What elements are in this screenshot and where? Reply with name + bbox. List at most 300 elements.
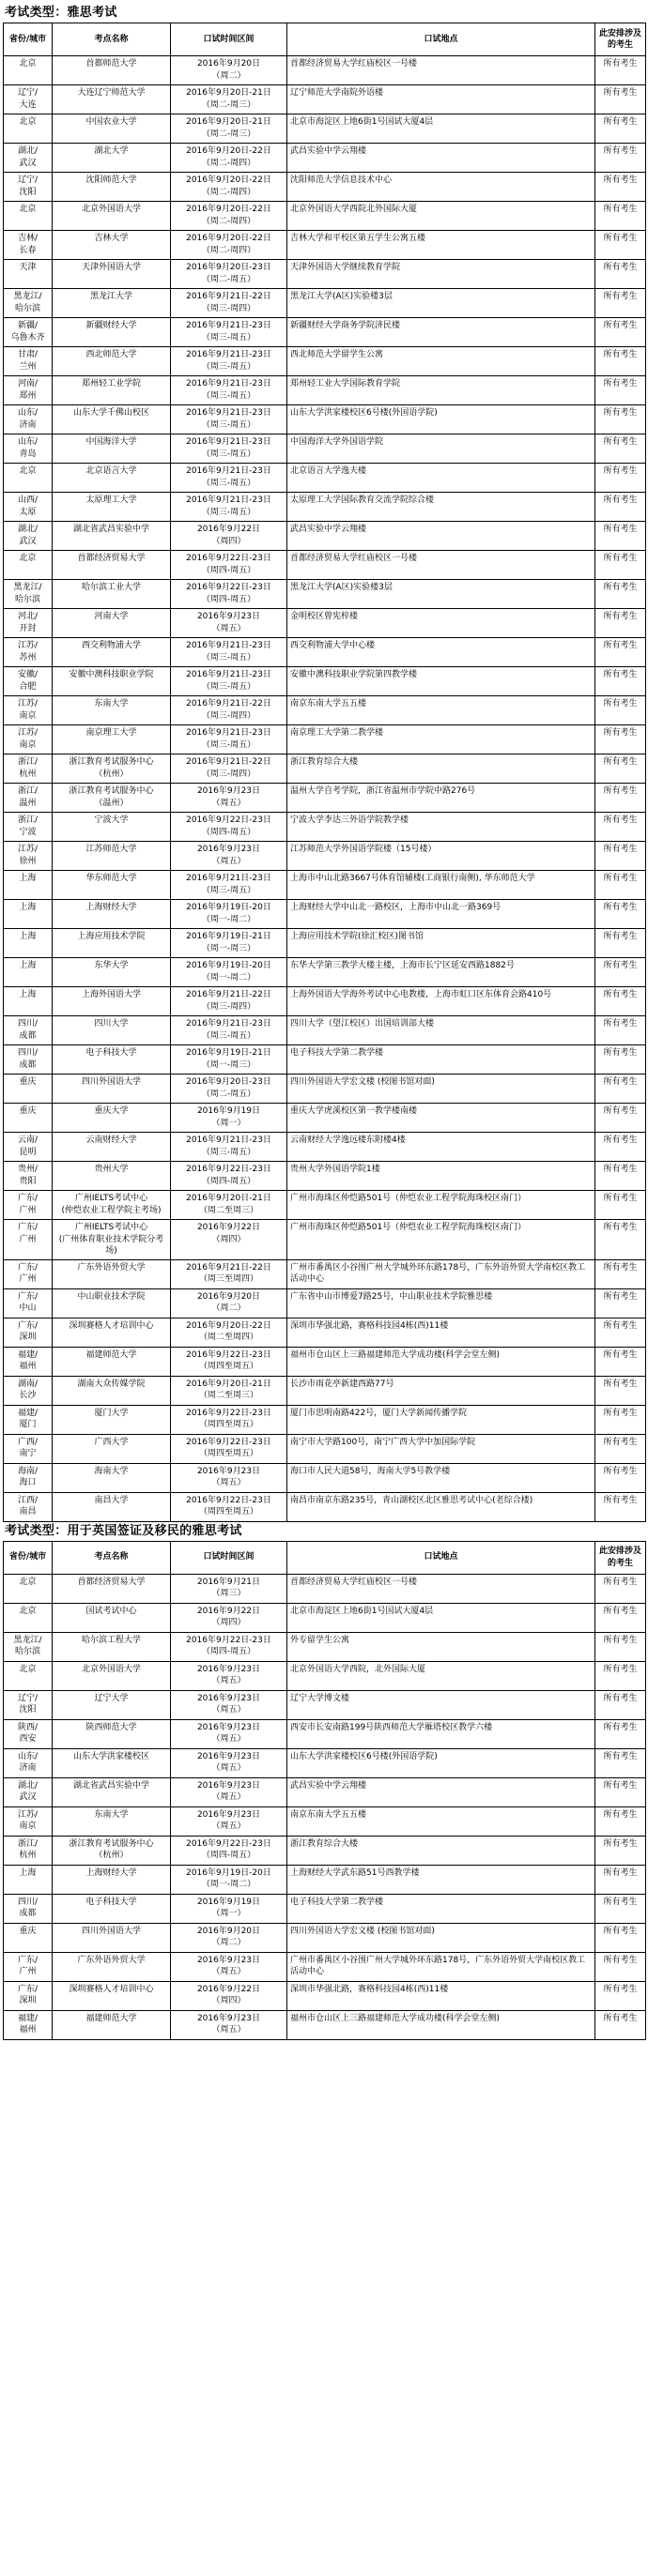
table-row	[4, 1923, 646, 1952]
cell-candidates: 所有考生	[595, 725, 646, 755]
table-row	[4, 725, 646, 755]
cell-province-city: 河北/ 开封	[4, 609, 53, 638]
cell-location: 北京语言大学逸夫楼	[287, 464, 595, 493]
table-row	[4, 1191, 646, 1220]
cell-province-city: 上海	[4, 929, 53, 958]
table-row	[4, 580, 646, 609]
cell-location: 黑龙江大学(A区)实验楼3层	[287, 289, 595, 318]
table-row	[4, 231, 646, 260]
cell-location: 安徽中澳科技职业学院第四教学楼	[287, 667, 595, 696]
cell-time-range: 2016年9月23日 （周五）	[171, 842, 287, 871]
cell-candidates: 所有考生	[595, 958, 646, 987]
cell-location: 广州市海珠区仲恺路501号（仲恺农业工程学院海珠校区南门）	[287, 1220, 595, 1260]
cell-candidates: 所有考生	[595, 464, 646, 493]
cell-time-range: 2016年9月21日-23日 （周三-周五）	[171, 493, 287, 522]
cell-candidates: 所有考生	[595, 1133, 646, 1162]
cell-center-name: 南京理工大学	[53, 725, 171, 755]
cell-time-range: 2016年9月21日-22日 （周三-周四）	[171, 755, 287, 784]
table-row	[4, 1220, 646, 1260]
cell-province-city: 江苏/ 徐州	[4, 842, 53, 871]
cell-time-range: 2016年9月22日-23日 （周四-周五）	[171, 580, 287, 609]
cell-candidates: 所有考生	[595, 1719, 646, 1748]
cell-center-name: 浙江教育考试服务中心 （温州）	[53, 784, 171, 813]
cell-location: 南昌市南京东路235号，青山湖校区北区雅思考试中心(老综合楼)	[287, 1492, 595, 1521]
cell-province-city: 北京	[4, 551, 53, 580]
cell-province-city: 重庆	[4, 1104, 53, 1133]
cell-time-range: 2016年9月22日-23日 （周四至周五）	[171, 1434, 287, 1463]
cell-time-range: 2016年9月21日-22日 （周三至周四）	[171, 1259, 287, 1288]
cell-province-city: 山西/ 太原	[4, 493, 53, 522]
cell-center-name: 国试考试中心	[53, 1603, 171, 1632]
cell-province-city: 北京	[4, 114, 53, 144]
cell-province-city: 广东/ 深圳	[4, 1981, 53, 2010]
cell-location: 山东大学洪家楼校区6号楼(外国语学院)	[287, 1748, 595, 1777]
cell-center-name: 湖北省武昌实验中学	[53, 522, 171, 551]
cell-time-range: 2016年9月20日-21日 （周二至周三）	[171, 1376, 287, 1405]
cell-location: 贵州大学外国语学院1楼	[287, 1162, 595, 1191]
cell-time-range: 2016年9月19日-20日 （周一-周二）	[171, 958, 287, 987]
table-row	[4, 114, 646, 144]
cell-province-city: 上海	[4, 987, 53, 1016]
cell-time-range: 2016年9月22日-23日 （周四至周五）	[171, 1347, 287, 1376]
cell-center-name: 河南大学	[53, 609, 171, 638]
cell-province-city: 上海	[4, 900, 53, 929]
cell-location: 新疆财经大学商务学院济民楼	[287, 318, 595, 347]
cell-candidates: 所有考生	[595, 114, 646, 144]
cell-province-city: 山东/ 济南	[4, 405, 53, 434]
cell-candidates: 所有考生	[595, 755, 646, 784]
cell-time-range: 2016年9月22日 （周四）	[171, 522, 287, 551]
cell-center-name: 西北师范大学	[53, 347, 171, 376]
cell-center-name: 广州IELTS考试中心 (广州体育职业技术学院分考场)	[53, 1220, 171, 1260]
cell-province-city: 北京	[4, 1603, 53, 1632]
cell-province-city: 广东/ 广州	[4, 1220, 53, 1260]
cell-province-city: 湖南/ 长沙	[4, 1376, 53, 1405]
cell-center-name: 上海财经大学	[53, 1865, 171, 1894]
cell-center-name: 辽宁大学	[53, 1690, 171, 1719]
cell-location: 北京外国语大学西院，北外国际大厦	[287, 1661, 595, 1690]
cell-center-name: 陕西师范大学	[53, 1719, 171, 1748]
cell-candidates: 所有考生	[595, 1574, 646, 1603]
cell-candidates: 所有考生	[595, 580, 646, 609]
cell-province-city: 浙江/ 杭州	[4, 1836, 53, 1865]
column-header-time-range: 口试时间区间	[171, 23, 287, 56]
cell-location: 山东大学洪家楼校区6号楼(外国语学院)	[287, 405, 595, 434]
cell-province-city: 福建/ 厦门	[4, 1405, 53, 1434]
cell-candidates: 所有考生	[595, 1952, 646, 1981]
cell-center-name: 东南大学	[53, 1806, 171, 1836]
cell-candidates: 所有考生	[595, 638, 646, 667]
cell-location: 西交利物浦大学中心楼	[287, 638, 595, 667]
table-row	[4, 1836, 646, 1865]
section-title: 考试类型：用于英国签证及移民的雅思考试	[5, 1523, 242, 1538]
table-row	[4, 696, 646, 725]
cell-center-name: 黑龙江大学	[53, 289, 171, 318]
cell-location: 温州大学自考学院，浙江省温州市学院中路276号	[287, 784, 595, 813]
cell-province-city: 山东/ 青岛	[4, 434, 53, 464]
cell-time-range: 2016年9月21日-22日 （周三-周四）	[171, 987, 287, 1016]
cell-time-range: 2016年9月22日-23日 （周四-周五）	[171, 813, 287, 842]
cell-location: 南京理工大学第二教学楼	[287, 725, 595, 755]
cell-time-range: 2016年9月20日-21日 （周二-周三）	[171, 114, 287, 144]
cell-center-name: 重庆大学	[53, 1104, 171, 1133]
cell-province-city: 广东/ 深圳	[4, 1318, 53, 1347]
table-row	[4, 434, 646, 464]
cell-center-name: 山东大学千佛山校区	[53, 405, 171, 434]
column-header-candidates: 此安排涉及的考生	[595, 23, 646, 56]
cell-location: 浙江教育综合大楼	[287, 755, 595, 784]
cell-location: 长沙市雨花亭新建西路77号	[287, 1376, 595, 1405]
cell-center-name: 湖南大众传媒学院	[53, 1376, 171, 1405]
cell-province-city: 北京	[4, 1574, 53, 1603]
table-row	[4, 522, 646, 551]
cell-candidates: 所有考生	[595, 493, 646, 522]
table-row	[4, 871, 646, 900]
cell-center-name: 南昌大学	[53, 1492, 171, 1521]
cell-candidates: 所有考生	[595, 1220, 646, 1260]
cell-candidates: 所有考生	[595, 842, 646, 871]
cell-candidates: 所有考生	[595, 173, 646, 202]
cell-center-name: 福建师范大学	[53, 1347, 171, 1376]
cell-location: 北京市海淀区上地6街1号国试大厦4层	[287, 1603, 595, 1632]
cell-location: 西北师范大学留学生公寓	[287, 347, 595, 376]
table-row	[4, 173, 646, 202]
cell-candidates: 所有考生	[595, 1492, 646, 1521]
cell-candidates: 所有考生	[595, 667, 646, 696]
cell-location: 武昌实验中学云翔楼	[287, 1777, 595, 1806]
cell-province-city: 天津	[4, 260, 53, 289]
cell-province-city: 黑龙江/ 哈尔滨	[4, 1632, 53, 1661]
cell-candidates: 所有考生	[595, 551, 646, 580]
cell-time-range: 2016年9月19日 （周一）	[171, 1104, 287, 1133]
table-row	[4, 987, 646, 1016]
cell-province-city: 海南/ 海口	[4, 1463, 53, 1492]
cell-candidates: 所有考生	[595, 1376, 646, 1405]
cell-center-name: 吉林大学	[53, 231, 171, 260]
cell-candidates: 所有考生	[595, 1690, 646, 1719]
table-row	[4, 958, 646, 987]
cell-province-city: 湖北/ 武汉	[4, 144, 53, 173]
cell-location: 北京外国语大学西院北外国际大厦	[287, 202, 595, 231]
cell-center-name: 广东外语外贸大学	[53, 1259, 171, 1288]
cell-center-name: 沈阳师范大学	[53, 173, 171, 202]
cell-candidates: 所有考生	[595, 1104, 646, 1133]
cell-province-city: 福建/ 福州	[4, 2010, 53, 2039]
cell-candidates: 所有考生	[595, 1806, 646, 1836]
table-row	[4, 1162, 646, 1191]
cell-candidates: 所有考生	[595, 609, 646, 638]
cell-location: 辽宁师范大学南院外语楼	[287, 85, 595, 114]
cell-time-range: 2016年9月23日 （周五）	[171, 1690, 287, 1719]
table-row	[4, 1492, 646, 1521]
cell-location: 四川大学（望江校区）出国培训部大楼	[287, 1016, 595, 1045]
cell-time-range: 2016年9月21日-22日 （周三-周四）	[171, 696, 287, 725]
cell-location: 上海财经大学中山北一路校区，上海市中山北一路369号	[287, 900, 595, 929]
cell-province-city: 上海	[4, 871, 53, 900]
cell-time-range: 2016年9月21日-23日 （周三-周五）	[171, 871, 287, 900]
table-row	[4, 813, 646, 842]
cell-candidates: 所有考生	[595, 1045, 646, 1075]
cell-time-range: 2016年9月19日-21日 （周一-周三）	[171, 929, 287, 958]
cell-time-range: 2016年9月22日 （周四）	[171, 1981, 287, 2010]
cell-center-name: 江苏师范大学	[53, 842, 171, 871]
table-row	[4, 1952, 646, 1981]
cell-province-city: 四川/ 成都	[4, 1894, 53, 1923]
cell-location: 上海应用技术学院(徐汇校区)图书馆	[287, 929, 595, 958]
cell-province-city: 江苏/ 南京	[4, 696, 53, 725]
column-header-location: 口试地点	[287, 1541, 595, 1574]
cell-center-name: 宁波大学	[53, 813, 171, 842]
cell-center-name: 四川大学	[53, 1016, 171, 1045]
cell-time-range: 2016年9月20日-22日 （周二至周四）	[171, 1318, 287, 1347]
table-row	[4, 318, 646, 347]
cell-candidates: 所有考生	[595, 2010, 646, 2039]
cell-time-range: 2016年9月20日-22日 （周二-周四）	[171, 202, 287, 231]
table-row	[4, 1075, 646, 1104]
cell-location: 中国海洋大学外国语学院	[287, 434, 595, 464]
cell-center-name: 中国海洋大学	[53, 434, 171, 464]
cell-province-city: 广东/ 广州	[4, 1952, 53, 1981]
cell-time-range: 2016年9月19日 （周一）	[171, 1894, 287, 1923]
cell-province-city: 福建/ 福州	[4, 1347, 53, 1376]
cell-location: 外专留学生公寓	[287, 1632, 595, 1661]
cell-time-range: 2016年9月23日 （周五）	[171, 609, 287, 638]
table-row	[4, 1133, 646, 1162]
cell-province-city: 浙江/ 杭州	[4, 755, 53, 784]
cell-time-range: 2016年9月23日 （周五）	[171, 2010, 287, 2039]
cell-province-city: 陕西/ 西安	[4, 1719, 53, 1748]
cell-center-name: 天津外国语大学	[53, 260, 171, 289]
table-row	[4, 784, 646, 813]
table-row	[4, 493, 646, 522]
table-row	[4, 1806, 646, 1836]
cell-province-city: 重庆	[4, 1923, 53, 1952]
cell-location: 广州市番禺区小谷围广州大学城外环东路178号，广东外语外贸大学南校区教工活动中心	[287, 1259, 595, 1288]
cell-center-name: 中国农业大学	[53, 114, 171, 144]
cell-center-name: 四川外国语大学	[53, 1923, 171, 1952]
cell-time-range: 2016年9月20日 （周二）	[171, 56, 287, 85]
cell-center-name: 海南大学	[53, 1463, 171, 1492]
table-row	[4, 2010, 646, 2039]
cell-location: 重庆大学虎溪校区第一教学楼南楼	[287, 1104, 595, 1133]
cell-time-range: 2016年9月23日 （周五）	[171, 1463, 287, 1492]
table-row	[4, 1405, 646, 1434]
cell-candidates: 所有考生	[595, 231, 646, 260]
cell-province-city: 河南/ 郑州	[4, 376, 53, 405]
cell-candidates: 所有考生	[595, 1347, 646, 1376]
cell-time-range: 2016年9月22日-23日 （周四至周五）	[171, 1492, 287, 1521]
cell-candidates: 所有考生	[595, 1981, 646, 2010]
cell-center-name: 深圳赛格人才培训中心	[53, 1981, 171, 2010]
cell-center-name: 哈尔滨工程大学	[53, 1632, 171, 1661]
cell-time-range: 2016年9月22日-23日 （周四-周五）	[171, 1162, 287, 1191]
cell-candidates: 所有考生	[595, 813, 646, 842]
cell-center-name: 新疆财经大学	[53, 318, 171, 347]
cell-candidates: 所有考生	[595, 1075, 646, 1104]
table-row	[4, 202, 646, 231]
cell-location: 金明校区曾宪梓楼	[287, 609, 595, 638]
cell-province-city: 湖北/ 武汉	[4, 522, 53, 551]
cell-time-range: 2016年9月21日-23日 （周三-周五）	[171, 376, 287, 405]
cell-time-range: 2016年9月22日-23日 （周四-周五）	[171, 1836, 287, 1865]
cell-time-range: 2016年9月19日-21日 （周一-周三）	[171, 1045, 287, 1075]
cell-location: 东华大学第三教学大楼主楼，上海市长宁区延安西路1882号	[287, 958, 595, 987]
cell-center-name: 湖北大学	[53, 144, 171, 173]
cell-candidates: 所有考生	[595, 1661, 646, 1690]
table-row	[4, 85, 646, 114]
cell-candidates: 所有考生	[595, 1463, 646, 1492]
cell-province-city: 广东/ 广州	[4, 1191, 53, 1220]
cell-location: 辽宁大学博文楼	[287, 1690, 595, 1719]
cell-time-range: 2016年9月22日-23日 （周四至周五）	[171, 1405, 287, 1434]
cell-province-city: 辽宁/ 大连	[4, 85, 53, 114]
cell-location: 上海外国语大学海外考试中心电教楼，上海市虹口区东体育会路410号	[287, 987, 595, 1016]
cell-time-range: 2016年9月23日 （周五）	[171, 1661, 287, 1690]
cell-province-city: 北京	[4, 464, 53, 493]
table-row	[4, 1434, 646, 1463]
cell-location: 南京东南大学五五楼	[287, 1806, 595, 1836]
cell-center-name: 浙江教育考试服务中心 （杭州）	[53, 755, 171, 784]
cell-center-name: 华东师范大学	[53, 871, 171, 900]
cell-center-name: 北京语言大学	[53, 464, 171, 493]
cell-center-name: 厦门大学	[53, 1405, 171, 1434]
cell-candidates: 所有考生	[595, 434, 646, 464]
table-row	[4, 1463, 646, 1492]
cell-province-city: 吉林/ 长春	[4, 231, 53, 260]
table-row	[4, 842, 646, 871]
table-header-row	[4, 23, 646, 56]
cell-province-city: 甘肃/ 兰州	[4, 347, 53, 376]
cell-center-name: 首都经济贸易大学	[53, 551, 171, 580]
cell-location: 沈阳师范大学信息技术中心	[287, 173, 595, 202]
cell-center-name: 安徽中澳科技职业学院	[53, 667, 171, 696]
cell-center-name: 太原理工大学	[53, 493, 171, 522]
cell-location: 深圳市华强北路，赛格科技园4栋(西)11楼	[287, 1981, 595, 2010]
cell-location: 首都经济贸易大学红庙校区一号楼	[287, 551, 595, 580]
cell-candidates: 所有考生	[595, 1748, 646, 1777]
cell-time-range: 2016年9月21日-23日 （周三-周五）	[171, 347, 287, 376]
table-row	[4, 1603, 646, 1632]
cell-candidates: 所有考生	[595, 260, 646, 289]
cell-candidates: 所有考生	[595, 318, 646, 347]
column-header-center-name: 考点名称	[53, 23, 171, 56]
cell-candidates: 所有考生	[595, 144, 646, 173]
cell-province-city: 广东/ 广州	[4, 1259, 53, 1288]
table-row	[4, 56, 646, 85]
cell-location: 广州市海珠区仲恺路501号（仲恺农业工程学院海珠校区南门）	[287, 1191, 595, 1220]
cell-time-range: 2016年9月20日-22日 （周二-周四）	[171, 144, 287, 173]
table-row	[4, 1777, 646, 1806]
cell-center-name: 大连辽宁师范大学	[53, 85, 171, 114]
cell-location: 武昌实验中学云翔楼	[287, 522, 595, 551]
cell-time-range: 2016年9月19日-20日 （周一-周二）	[171, 900, 287, 929]
table-row	[4, 1748, 646, 1777]
table-row	[4, 1318, 646, 1347]
cell-time-range: 2016年9月20日-23日 （周二-周五）	[171, 260, 287, 289]
cell-candidates: 所有考生	[595, 784, 646, 813]
table-row	[4, 1016, 646, 1045]
table-row	[4, 1865, 646, 1894]
table-row	[4, 1894, 646, 1923]
cell-time-range: 2016年9月21日-23日 （周三-周五）	[171, 405, 287, 434]
table-row	[4, 1288, 646, 1318]
cell-candidates: 所有考生	[595, 85, 646, 114]
cell-center-name: 东南大学	[53, 696, 171, 725]
cell-candidates: 所有考生	[595, 1434, 646, 1463]
cell-time-range: 2016年9月20日-22日 （周二-周四）	[171, 173, 287, 202]
cell-candidates: 所有考生	[595, 1259, 646, 1288]
cell-candidates: 所有考生	[595, 347, 646, 376]
cell-province-city: 新疆/ 乌鲁木齐	[4, 318, 53, 347]
cell-province-city: 浙江/ 宁波	[4, 813, 53, 842]
cell-time-range: 2016年9月22日-23日 （周四-周五）	[171, 1632, 287, 1661]
cell-candidates: 所有考生	[595, 376, 646, 405]
cell-center-name: 上海外国语大学	[53, 987, 171, 1016]
cell-center-name: 山东大学洪家楼校区	[53, 1748, 171, 1777]
cell-province-city: 浙江/ 温州	[4, 784, 53, 813]
cell-province-city: 北京	[4, 202, 53, 231]
table-row	[4, 638, 646, 667]
cell-time-range: 2016年9月20日-23日 （周二-周五）	[171, 1075, 287, 1104]
cell-candidates: 所有考生	[595, 1288, 646, 1318]
table-row	[4, 347, 646, 376]
cell-time-range: 2016年9月21日-23日 （周三-周五）	[171, 434, 287, 464]
schedule-table	[3, 1541, 646, 2040]
cell-province-city: 贵州/ 贵阳	[4, 1162, 53, 1191]
cell-center-name: 福建师范大学	[53, 2010, 171, 2039]
table-row	[4, 1045, 646, 1075]
cell-candidates: 所有考生	[595, 1191, 646, 1220]
cell-location: 四川外国语大学宏文楼 (校图书馆对面)	[287, 1075, 595, 1104]
cell-center-name: 北京外国语大学	[53, 202, 171, 231]
table-row	[4, 551, 646, 580]
cell-candidates: 所有考生	[595, 929, 646, 958]
cell-time-range: 2016年9月21日-23日 （周三-周五）	[171, 638, 287, 667]
cell-location: 南京东南大学五五楼	[287, 696, 595, 725]
cell-candidates: 所有考生	[595, 696, 646, 725]
cell-province-city: 四川/ 成都	[4, 1045, 53, 1075]
table-row	[4, 1690, 646, 1719]
cell-time-range: 2016年9月21日-22日 （周三-周四）	[171, 289, 287, 318]
cell-center-name: 湖北省武昌实验中学	[53, 1777, 171, 1806]
cell-time-range: 2016年9月23日 （周五）	[171, 1777, 287, 1806]
cell-center-name: 广西大学	[53, 1434, 171, 1463]
table-row	[4, 260, 646, 289]
cell-time-range: 2016年9月19日-20日 （周一-周二）	[171, 1865, 287, 1894]
cell-location: 厦门市思明南路422号，厦门大学新闻传播学院	[287, 1405, 595, 1434]
cell-candidates: 所有考生	[595, 1777, 646, 1806]
cell-time-range: 2016年9月21日-23日 （周三-周五）	[171, 1133, 287, 1162]
table-row	[4, 1661, 646, 1690]
cell-location: 郑州轻工业大学国际教育学院	[287, 376, 595, 405]
table-row	[4, 1376, 646, 1405]
cell-time-range: 2016年9月22日 （周四）	[171, 1603, 287, 1632]
table-row	[4, 929, 646, 958]
cell-location: 云南财经大学逸远楼东附楼4楼	[287, 1133, 595, 1162]
cell-time-range: 2016年9月23日 （周五）	[171, 1748, 287, 1777]
cell-time-range: 2016年9月21日-23日 （周三-周五）	[171, 318, 287, 347]
table-row	[4, 376, 646, 405]
cell-candidates: 所有考生	[595, 1405, 646, 1434]
cell-province-city: 上海	[4, 958, 53, 987]
cell-province-city: 云南/ 昆明	[4, 1133, 53, 1162]
cell-province-city: 安徽/ 合肥	[4, 667, 53, 696]
table-row	[4, 1104, 646, 1133]
cell-location: 天津外国语大学继续教育学院	[287, 260, 595, 289]
cell-province-city: 黑龙江/ 哈尔滨	[4, 580, 53, 609]
cell-candidates: 所有考生	[595, 1894, 646, 1923]
cell-location: 电子科技大学第二教学楼	[287, 1045, 595, 1075]
